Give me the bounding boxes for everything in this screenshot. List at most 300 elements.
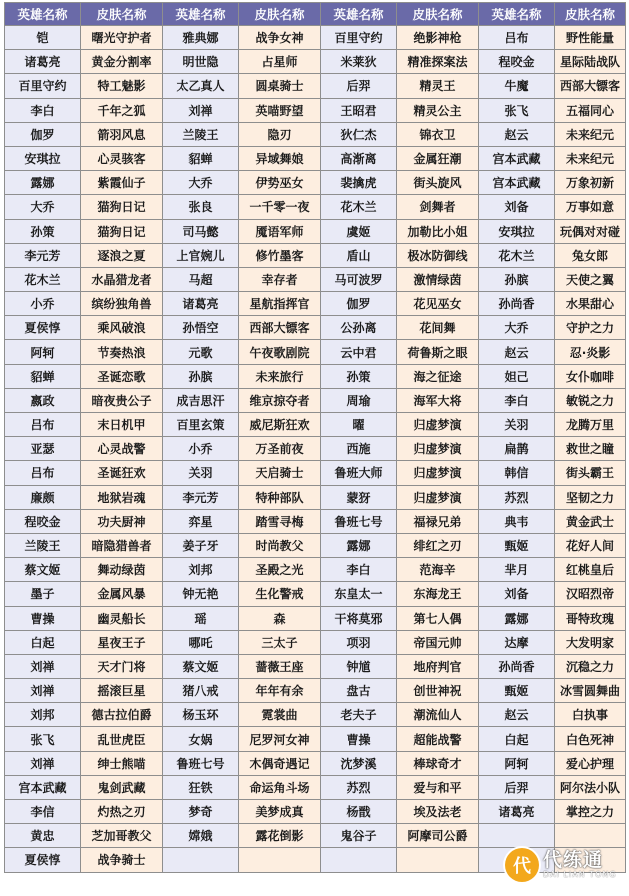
skin-name-cell: 帝国元帅 xyxy=(397,630,479,654)
skin-name-cell: 乘风破浪 xyxy=(81,316,163,340)
skin-name-cell: 冰雪圆舞曲 xyxy=(555,679,626,703)
header-row xyxy=(5,3,626,26)
hero-name-cell: 刘禅 xyxy=(5,654,81,678)
skin-name-cell: 箭羽风息 xyxy=(81,122,163,146)
skin-name-cell: 范海辛 xyxy=(397,558,479,582)
skin-name-cell: 修竹墨客 xyxy=(239,243,321,267)
skin-name-cell: 玩偶对对碰 xyxy=(555,219,626,243)
table-row xyxy=(5,461,626,485)
skin-name-cell: 战争女神 xyxy=(239,26,321,50)
watermark-text xyxy=(543,848,617,879)
skin-name-cell: 威尼斯狂欢 xyxy=(239,413,321,437)
hero-name-cell: 钟无艳 xyxy=(163,582,239,606)
skin-name-cell: 坚韧之力 xyxy=(555,485,626,509)
skin-name-cell: 加勒比小姐 xyxy=(397,219,479,243)
hero-name-cell: 明世隐 xyxy=(163,50,239,74)
hero-name-cell: 盘古 xyxy=(321,679,397,703)
skin-name-cell: 绅士熊喵 xyxy=(81,751,163,775)
skin-name-cell: 黄金武士 xyxy=(555,509,626,533)
skin-name-cell: 守护之力 xyxy=(555,316,626,340)
hero-name-cell: 孙悟空 xyxy=(163,316,239,340)
skin-name-cell: 万象初新 xyxy=(555,171,626,195)
header-skin-name: 皮肤名称 xyxy=(239,3,321,26)
skin-name-cell: 功夫厨神 xyxy=(81,509,163,533)
skin-name-cell: 踏雪寻梅 xyxy=(239,509,321,533)
skin-name-cell: 蔷薇王座 xyxy=(239,654,321,678)
skin-name-cell: 归虚梦演 xyxy=(397,485,479,509)
skin-name-cell xyxy=(239,848,321,872)
skin-name-cell: 归虚梦演 xyxy=(397,413,479,437)
table-row xyxy=(5,340,626,364)
hero-name-cell: 夏侯惇 xyxy=(5,848,81,872)
table-row xyxy=(5,509,626,533)
skin-name-cell: 海之征途 xyxy=(397,364,479,388)
hero-name-cell: 盾山 xyxy=(321,243,397,267)
table-row xyxy=(5,195,626,219)
skin-name-cell: 未来纪元 xyxy=(555,146,626,170)
skin-name-cell: 幽灵船长 xyxy=(81,606,163,630)
skin-name-cell: 沉稳之力 xyxy=(555,654,626,678)
hero-name-cell: 达摩 xyxy=(479,630,555,654)
skin-name-cell: 爱与和平 xyxy=(397,775,479,799)
skin-name-cell: 伊势巫女 xyxy=(239,171,321,195)
skin-name-cell: 埃及法老 xyxy=(397,800,479,824)
hero-name-cell: 扁鹊 xyxy=(479,437,555,461)
skin-name-cell: 暗隐猎兽者 xyxy=(81,533,163,557)
hero-name-cell: 蒙犽 xyxy=(321,485,397,509)
hero-name-cell: 孙策 xyxy=(5,219,81,243)
hero-name-cell: 蔡文姬 xyxy=(5,558,81,582)
hero-name-cell: 貂蝉 xyxy=(5,364,81,388)
hero-name-cell: 黄忠 xyxy=(5,824,81,848)
hero-name-cell: 猪八戒 xyxy=(163,679,239,703)
hero-name-cell: 百里守约 xyxy=(321,26,397,50)
hero-name-cell: 赵云 xyxy=(479,703,555,727)
watermark-name: 代练通 xyxy=(543,848,604,871)
skin-name-cell: 绯红之刃 xyxy=(397,533,479,557)
skin-name-cell: 摇滚巨星 xyxy=(81,679,163,703)
hero-name-cell: 姜子牙 xyxy=(163,533,239,557)
table-row xyxy=(5,703,626,727)
hero-name-cell: 狂铁 xyxy=(163,775,239,799)
skin-name-cell: 森 xyxy=(239,606,321,630)
hero-name-cell: 曹操 xyxy=(5,606,81,630)
header-skin-name: 皮肤名称 xyxy=(397,3,479,26)
hero-name-cell: 百里玄策 xyxy=(163,413,239,437)
hero-name-cell: 成吉思汗 xyxy=(163,388,239,412)
table-row xyxy=(5,292,626,316)
skin-name-cell: 街头旋风 xyxy=(397,171,479,195)
table-row xyxy=(5,146,626,170)
hero-name-cell: 亚瑟 xyxy=(5,437,81,461)
hero-name-cell: 赵云 xyxy=(479,122,555,146)
skin-name-cell: 鬼剑武藏 xyxy=(81,775,163,799)
skin-name-cell: 极冰防御线 xyxy=(397,243,479,267)
skin-name-cell: 第七人偶 xyxy=(397,606,479,630)
hero-name-cell: 妲己 xyxy=(479,364,555,388)
table-row xyxy=(5,751,626,775)
hero-name-cell: 张飞 xyxy=(479,98,555,122)
hero-name-cell: 花木兰 xyxy=(479,243,555,267)
hero-name-cell: 伽罗 xyxy=(5,122,81,146)
skin-name-cell: 德古拉伯爵 xyxy=(81,703,163,727)
skin-name-cell: 霓裳曲 xyxy=(239,703,321,727)
hero-name-cell: 露娜 xyxy=(321,533,397,557)
hero-name-cell: 云中君 xyxy=(321,340,397,364)
hero-name-cell: 诸葛亮 xyxy=(479,800,555,824)
hero-name-cell: 李元芳 xyxy=(163,485,239,509)
skin-name-cell: 阿尔法小队 xyxy=(555,775,626,799)
table-row xyxy=(5,219,626,243)
skin-name-cell: 白色死神 xyxy=(555,727,626,751)
table-row xyxy=(5,364,626,388)
skin-name-cell: 忍·炎影 xyxy=(555,340,626,364)
skin-name-cell: 绝影神枪 xyxy=(397,26,479,50)
hero-name-cell: 张飞 xyxy=(5,727,81,751)
header-hero-name: 英雄名称 xyxy=(5,3,81,26)
table-row xyxy=(5,26,626,50)
hero-name-cell: 程咬金 xyxy=(479,50,555,74)
hero-name-cell: 蔡文姬 xyxy=(163,654,239,678)
hero-name-cell: 安琪拉 xyxy=(479,219,555,243)
skin-name-cell xyxy=(397,848,479,872)
hero-name-cell: 刘备 xyxy=(479,582,555,606)
skin-name-cell: 福禄兄弟 xyxy=(397,509,479,533)
table-row xyxy=(5,50,626,74)
hero-name-cell: 大乔 xyxy=(479,316,555,340)
hero-name-cell: 貂蝉 xyxy=(163,146,239,170)
table-row xyxy=(5,800,626,824)
hero-name-cell: 太乙真人 xyxy=(163,74,239,98)
hero-name-cell: 刘禅 xyxy=(163,98,239,122)
hero-name-cell: 花木兰 xyxy=(5,267,81,291)
hero-name-cell: 周瑜 xyxy=(321,388,397,412)
hero-name-cell: 东皇太一 xyxy=(321,582,397,606)
skin-name-cell: 救世之瞳 xyxy=(555,437,626,461)
hero-name-cell: 关羽 xyxy=(163,461,239,485)
hero-name-cell: 鲁班大师 xyxy=(321,461,397,485)
skin-name-cell: 曙光守护者 xyxy=(81,26,163,50)
table-body xyxy=(5,26,626,873)
hero-name-cell: 钟馗 xyxy=(321,654,397,678)
hero-name-cell: 甄姬 xyxy=(479,533,555,557)
hero-name-cell: 白起 xyxy=(479,727,555,751)
skin-name-cell: 圆桌骑士 xyxy=(239,74,321,98)
hero-name-cell: 小乔 xyxy=(163,437,239,461)
hero-name-cell: 吕布 xyxy=(479,26,555,50)
skin-name-cell: 创世神祝 xyxy=(397,679,479,703)
skin-name-cell: 逐浪之夏 xyxy=(81,243,163,267)
skin-name-cell: 黄金分割率 xyxy=(81,50,163,74)
table-row xyxy=(5,171,626,195)
skin-name-cell: 金属狂潮 xyxy=(397,146,479,170)
skin-name-cell: 花好人间 xyxy=(555,533,626,557)
skin-name-cell: 兔女郎 xyxy=(555,243,626,267)
hero-name-cell: 裴擒虎 xyxy=(321,171,397,195)
skin-name-cell: 露花倒影 xyxy=(239,824,321,848)
hero-name-cell: 杨玉环 xyxy=(163,703,239,727)
skin-name-cell: 战争骑士 xyxy=(81,848,163,872)
skin-name-cell: 西部大镖客 xyxy=(555,74,626,98)
skin-name-cell: 地狱岩魂 xyxy=(81,485,163,509)
hero-name-cell: 阿轲 xyxy=(479,751,555,775)
hero-name-cell: 孙膑 xyxy=(163,364,239,388)
skin-name-cell: 猫狗日记 xyxy=(81,219,163,243)
skin-name-cell: 一千零一夜 xyxy=(239,195,321,219)
hero-name-cell: 花木兰 xyxy=(321,195,397,219)
skin-name-cell: 锦衣卫 xyxy=(397,122,479,146)
skin-name-cell: 街头霸王 xyxy=(555,461,626,485)
skin-name-cell: 五福同心 xyxy=(555,98,626,122)
skin-name-cell: 缤纷独角兽 xyxy=(81,292,163,316)
hero-name-cell: 百里守约 xyxy=(5,74,81,98)
hero-name-cell: 诸葛亮 xyxy=(163,292,239,316)
hero-name-cell: 露娜 xyxy=(479,606,555,630)
hero-name-cell: 孙尚香 xyxy=(479,292,555,316)
hero-name-cell: 宫本武藏 xyxy=(5,775,81,799)
hero-name-cell: 女娲 xyxy=(163,727,239,751)
hero-name-cell: 夏侯惇 xyxy=(5,316,81,340)
table-row xyxy=(5,775,626,799)
watermark-subtitle: DAI LIAN TONG xyxy=(543,869,617,879)
skin-name-cell: 龙腾万里 xyxy=(555,413,626,437)
skin-name-cell: 天才门将 xyxy=(81,654,163,678)
hero-name-cell: 哪吒 xyxy=(163,630,239,654)
skin-name-cell: 激情绿茵 xyxy=(397,267,479,291)
header-hero-name: 英雄名称 xyxy=(321,3,397,26)
hero-name-cell: 孙策 xyxy=(321,364,397,388)
skin-name-cell: 天启骑士 xyxy=(239,461,321,485)
table-row xyxy=(5,654,626,678)
skin-name-cell: 阿摩司公爵 xyxy=(397,824,479,848)
hero-name-cell: 苏烈 xyxy=(321,775,397,799)
hero-name-cell: 安琪拉 xyxy=(5,146,81,170)
hero-name-cell: 瑶 xyxy=(163,606,239,630)
skin-name-cell: 超能战警 xyxy=(397,727,479,751)
skin-name-cell: 花间舞 xyxy=(397,316,479,340)
skin-name-cell: 红桃皇后 xyxy=(555,558,626,582)
hero-name-cell: 狄仁杰 xyxy=(321,122,397,146)
table-row xyxy=(5,558,626,582)
header-skin-name: 皮肤名称 xyxy=(555,3,626,26)
hero-name-cell: 诸葛亮 xyxy=(5,50,81,74)
skin-name-cell: 白执事 xyxy=(555,703,626,727)
skin-name-cell: 紫霞仙子 xyxy=(81,171,163,195)
skin-name-cell: 精准探案法 xyxy=(397,50,479,74)
hero-name-cell: 李白 xyxy=(479,388,555,412)
skin-name-cell: 心灵骇客 xyxy=(81,146,163,170)
skin-name-cell: 芝加哥教父 xyxy=(81,824,163,848)
hero-name-cell xyxy=(163,848,239,872)
hero-name-cell: 杨戬 xyxy=(321,800,397,824)
skin-name-cell: 归虚梦演 xyxy=(397,461,479,485)
hero-name-cell: 李白 xyxy=(5,98,81,122)
hero-name-cell: 干将莫邪 xyxy=(321,606,397,630)
skin-name-cell: 年年有余 xyxy=(239,679,321,703)
hero-name-cell: 沈梦溪 xyxy=(321,751,397,775)
skin-name-cell: 维京掠夺者 xyxy=(239,388,321,412)
skin-name-cell: 大发明家 xyxy=(555,630,626,654)
hero-name-cell: 曹操 xyxy=(321,727,397,751)
skin-name-cell: 敏锐之力 xyxy=(555,388,626,412)
hero-name-cell: 典韦 xyxy=(479,509,555,533)
hero-name-cell: 赵云 xyxy=(479,340,555,364)
table-row xyxy=(5,267,626,291)
hero-name-cell: 芈月 xyxy=(479,558,555,582)
skin-name-cell: 特种部队 xyxy=(239,485,321,509)
table-row xyxy=(5,74,626,98)
skin-name-cell: 生化警戒 xyxy=(239,582,321,606)
skin-name-cell: 命运角斗场 xyxy=(239,775,321,799)
skin-name-cell: 星际陆战队 xyxy=(555,50,626,74)
hero-name-cell: 墨子 xyxy=(5,582,81,606)
skin-name-cell: 三太子 xyxy=(239,630,321,654)
table-row xyxy=(5,485,626,509)
hero-name-cell: 刘禅 xyxy=(5,679,81,703)
hero-name-cell: 马可波罗 xyxy=(321,267,397,291)
hero-name-cell xyxy=(321,848,397,872)
skin-name-cell: 圣诞狂欢 xyxy=(81,461,163,485)
skin-name-cell: 木偶奇遇记 xyxy=(239,751,321,775)
hero-name-cell: 鲁班七号 xyxy=(321,509,397,533)
hero-name-cell: 雅典娜 xyxy=(163,26,239,50)
hero-name-cell: 刘邦 xyxy=(5,703,81,727)
hero-name-cell: 刘备 xyxy=(479,195,555,219)
hero-name-cell: 高渐离 xyxy=(321,146,397,170)
skin-name-cell: 魇语军师 xyxy=(239,219,321,243)
skin-name-cell: 地府判官 xyxy=(397,654,479,678)
skin-name-cell: 归虚梦演 xyxy=(397,437,479,461)
hero-name-cell: 韩信 xyxy=(479,461,555,485)
hero-name-cell: 马超 xyxy=(163,267,239,291)
skin-name-cell: 金属风暴 xyxy=(81,582,163,606)
skin-name-cell: 特工魅影 xyxy=(81,74,163,98)
table-row xyxy=(5,388,626,412)
hero-name-cell: 元歌 xyxy=(163,340,239,364)
skin-name-cell: 万圣前夜 xyxy=(239,437,321,461)
hero-name-cell: 李元芳 xyxy=(5,243,81,267)
skin-name-cell: 星航指挥官 xyxy=(239,292,321,316)
skin-name-cell: 圣殿之光 xyxy=(239,558,321,582)
hero-name-cell: 张良 xyxy=(163,195,239,219)
hero-name-cell: 司马懿 xyxy=(163,219,239,243)
skin-name-cell: 海军大将 xyxy=(397,388,479,412)
header-hero-name: 英雄名称 xyxy=(479,3,555,26)
hero-name-cell: 后羿 xyxy=(479,775,555,799)
table-row xyxy=(5,122,626,146)
hero-name-cell: 梦奇 xyxy=(163,800,239,824)
skin-name-cell: 潮流仙人 xyxy=(397,703,479,727)
skin-name-cell: 棒球奇才 xyxy=(397,751,479,775)
hero-name-cell: 甄姬 xyxy=(479,679,555,703)
skin-name-cell: 剑舞者 xyxy=(397,195,479,219)
skin-name-cell: 水晶猎龙者 xyxy=(81,267,163,291)
skin-name-cell: 舞动绿茵 xyxy=(81,558,163,582)
skin-name-cell: 尼罗河女神 xyxy=(239,727,321,751)
hero-name-cell: 鬼谷子 xyxy=(321,824,397,848)
skin-name-cell: 圣诞恋歌 xyxy=(81,364,163,388)
hero-name-cell: 白起 xyxy=(5,630,81,654)
hero-name-cell: 上官婉儿 xyxy=(163,243,239,267)
skin-name-cell: 汉昭烈帝 xyxy=(555,582,626,606)
skin-name-cell: 哥特玫瑰 xyxy=(555,606,626,630)
skin-name-cell: 野性能量 xyxy=(555,26,626,50)
hero-name-cell: 嬴政 xyxy=(5,388,81,412)
skin-name-cell: 精灵公主 xyxy=(397,98,479,122)
hero-name-cell: 项羽 xyxy=(321,630,397,654)
hero-name-cell: 兰陵王 xyxy=(163,122,239,146)
hero-skin-table xyxy=(4,2,626,873)
skin-name-cell: 异域舞娘 xyxy=(239,146,321,170)
skin-name-cell: 乱世虎臣 xyxy=(81,727,163,751)
hero-name-cell: 兰陵王 xyxy=(5,533,81,557)
hero-name-cell: 大乔 xyxy=(163,171,239,195)
hero-name-cell: 弈星 xyxy=(163,509,239,533)
skin-name-cell: 占星师 xyxy=(239,50,321,74)
skin-name-cell: 英喵野望 xyxy=(239,98,321,122)
skin-name-cell: 节奏热浪 xyxy=(81,340,163,364)
skin-name-cell: 未来纪元 xyxy=(555,122,626,146)
hero-name-cell: 吕布 xyxy=(5,413,81,437)
hero-name-cell: 程咬金 xyxy=(5,509,81,533)
watermark-logo xyxy=(505,842,623,888)
skin-name-cell: 水果甜心 xyxy=(555,292,626,316)
skin-name-cell: 花见巫女 xyxy=(397,292,479,316)
hero-name-cell: 西施 xyxy=(321,437,397,461)
hero-name-cell: 大乔 xyxy=(5,195,81,219)
table-row xyxy=(5,533,626,557)
hero-name-cell: 关羽 xyxy=(479,413,555,437)
skin-name-cell: 未来旅行 xyxy=(239,364,321,388)
hero-name-cell: 阿轲 xyxy=(5,340,81,364)
hero-name-cell: 吕布 xyxy=(5,461,81,485)
skin-name-cell: 隐刃 xyxy=(239,122,321,146)
hero-name-cell: 刘禅 xyxy=(5,751,81,775)
skin-name-cell: 灼热之刃 xyxy=(81,800,163,824)
table-row xyxy=(5,630,626,654)
skin-name-cell: 千年之狐 xyxy=(81,98,163,122)
header-skin-name: 皮肤名称 xyxy=(81,3,163,26)
hero-name-cell: 李信 xyxy=(5,800,81,824)
hero-name-cell: 王昭君 xyxy=(321,98,397,122)
skin-name-cell: 荷鲁斯之眼 xyxy=(397,340,479,364)
header-hero-name: 英雄名称 xyxy=(163,3,239,26)
skin-name-cell: 西部大镖客 xyxy=(239,316,321,340)
skin-name-cell: 东海龙王 xyxy=(397,582,479,606)
table-row xyxy=(5,727,626,751)
table-row xyxy=(5,98,626,122)
hero-name-cell: 孙膑 xyxy=(479,267,555,291)
skin-name-cell: 掌控之力 xyxy=(555,800,626,824)
skin-name-cell: 猫狗日记 xyxy=(81,195,163,219)
skin-name-cell: 精灵王 xyxy=(397,74,479,98)
hero-name-cell: 公孙离 xyxy=(321,316,397,340)
skin-name-cell: 美梦成真 xyxy=(239,800,321,824)
hero-name-cell: 李白 xyxy=(321,558,397,582)
hero-name-cell: 鲁班七号 xyxy=(163,751,239,775)
hero-name-cell: 虞姬 xyxy=(321,219,397,243)
table-row xyxy=(5,437,626,461)
skin-name-cell: 爱心护理 xyxy=(555,751,626,775)
hero-name-cell: 小乔 xyxy=(5,292,81,316)
hero-name-cell: 孙尚香 xyxy=(479,654,555,678)
hero-name-cell: 后羿 xyxy=(321,74,397,98)
watermark-badge-icon: 代 xyxy=(505,848,539,882)
table-row xyxy=(5,243,626,267)
skin-name-cell: 暗夜贵公子 xyxy=(81,388,163,412)
table-row xyxy=(5,679,626,703)
hero-name-cell: 伽罗 xyxy=(321,292,397,316)
